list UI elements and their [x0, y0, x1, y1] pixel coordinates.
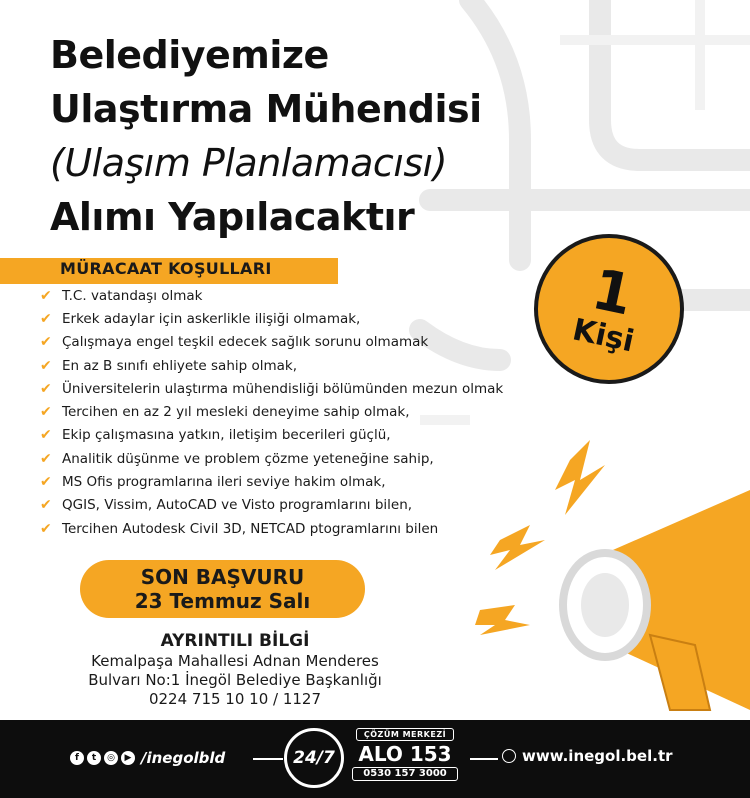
- check-icon: ✔: [40, 497, 52, 514]
- support-center-label: ÇÖZÜM MERKEZİ: [356, 728, 454, 741]
- youtube-icon[interactable]: ▶: [121, 751, 135, 765]
- vacancy-unit: Kişi: [569, 312, 638, 360]
- whatsapp-number[interactable]: 0530 157 3000: [352, 767, 458, 781]
- list-item: [40, 517, 503, 540]
- condition-text: En az B sınıfı ehliyete sahip olmak,: [62, 357, 298, 374]
- megaphone-icon: [470, 420, 750, 720]
- hotline-number[interactable]: ALO 153: [358, 742, 452, 766]
- list-item: [40, 470, 503, 493]
- condition-text: Ekip çalışmasına yatkın, iletişim becerileri güçlü,: [62, 427, 391, 444]
- divider-line: [470, 758, 498, 760]
- condition-text: Erkek adaylar için askerlikle ilişiği olmamak,: [62, 310, 361, 327]
- list-item: [40, 447, 503, 470]
- divider-line: [253, 758, 283, 760]
- address-line-2: Bulvarı No:1 İnegöl Belediye Başkanlığı: [88, 671, 382, 689]
- address-line-1: Kemalpaşa Mahallesi Adnan Menderes: [91, 652, 379, 670]
- footer-bar: [0, 720, 750, 798]
- phone-number: 0224 715 10 10 / 1127: [148, 690, 322, 708]
- headline-line-3: (Ulaşım Planlamacısı): [50, 141, 448, 185]
- check-icon: ✔: [40, 380, 52, 397]
- conditions-heading: MÜRACAAT KOŞULLARI: [60, 259, 272, 278]
- website-url[interactable]: www.inegol.bel.tr: [522, 747, 673, 765]
- list-item: [40, 307, 503, 330]
- check-icon: ✔: [40, 520, 52, 537]
- instagram-icon[interactable]: ◎: [104, 751, 118, 765]
- vacancy-number: 1: [586, 257, 639, 329]
- headline-line-4: Alımı Yapılacaktır: [50, 195, 415, 239]
- globe-icon: [502, 749, 516, 763]
- clock-icon: [284, 728, 344, 788]
- condition-text: Tercihen Autodesk Civil 3D, NETCAD ptogramlarını bilen: [62, 520, 439, 537]
- list-item: [40, 400, 503, 423]
- condition-text: T.C. vatandaşı olmak: [62, 287, 203, 304]
- list-item: [40, 284, 503, 307]
- condition-text: Üniversitelerin ulaştırma mühendisliği bölümünden mezun olmak: [62, 380, 504, 397]
- website-link[interactable]: [502, 747, 673, 765]
- info-heading: AYRINTILI BİLGİ: [160, 631, 310, 651]
- check-icon: ✔: [40, 310, 52, 327]
- condition-text: QGIS, Vissim, AutoCAD ve Visto programlarını bilen,: [62, 497, 413, 514]
- check-icon: ✔: [40, 404, 52, 421]
- list-item: [40, 377, 503, 400]
- list-item: [40, 494, 503, 517]
- headline-line-2: Ulaştırma Mühendisi: [50, 87, 482, 131]
- check-icon: ✔: [40, 287, 52, 304]
- check-icon: ✔: [40, 450, 52, 467]
- list-item: [40, 354, 503, 377]
- support-center: [346, 728, 464, 788]
- list-item: [40, 424, 503, 447]
- twitter-icon[interactable]: t: [87, 751, 101, 765]
- check-icon: ✔: [40, 357, 52, 374]
- condition-text: Analitik düşünme ve problem çözme yeteneğine sahip,: [62, 450, 434, 467]
- condition-text: Tercihen en az 2 yıl mesleki deneyime sahip olmak,: [62, 404, 410, 421]
- condition-text: Çalışmaya engel teşkil edecek sağlık sorunu olmamak: [62, 334, 429, 351]
- list-item: [40, 331, 503, 354]
- social-links: [70, 749, 225, 767]
- check-icon: ✔: [40, 427, 52, 444]
- headline: [50, 28, 482, 244]
- deadline-label: SON BAŞVURU: [140, 565, 305, 589]
- check-icon: ✔: [40, 474, 52, 491]
- deadline-pill: [80, 560, 365, 618]
- deadline-date: 23 Temmuz Salı: [134, 589, 311, 613]
- social-handle[interactable]: /inegolbld: [141, 749, 226, 767]
- headline-line-1: Belediyemize: [50, 33, 329, 77]
- contact-info: [60, 630, 410, 709]
- check-icon: ✔: [40, 334, 52, 351]
- conditions-list: [40, 284, 503, 540]
- facebook-icon[interactable]: f: [70, 751, 84, 765]
- condition-text: MS Ofis programlarına ileri seviye hakim olmak,: [62, 474, 386, 491]
- clock-label: 24/7: [293, 748, 335, 768]
